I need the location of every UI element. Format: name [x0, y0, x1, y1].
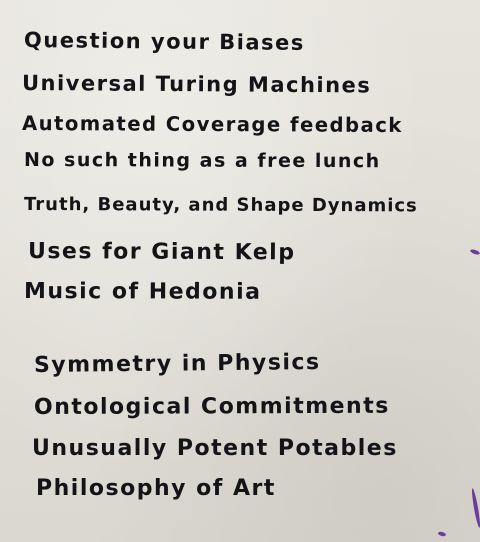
purple-marker-dot [438, 531, 447, 537]
purple-marker-dot [470, 248, 480, 255]
note-line-truth-beauty-shape-dynamics: Truth, Beauty, and Shape Dynamics [23, 194, 418, 217]
note-line-symmetry-in-physics: Symmetry in Physics [33, 349, 321, 378]
note-line-universal-turing-machines: Universal Turing Machines [21, 71, 372, 98]
note-line-question-your-biases: Question your Biases [23, 28, 305, 55]
note-line-automated-coverage-feedback: Automated Coverage feedback [21, 111, 403, 137]
note-line-unusually-potent-potables: Unusually Potent Potables [32, 436, 398, 461]
note-line-uses-for-giant-kelp: Uses for Giant Kelp [27, 239, 296, 266]
note-line-ontological-commitments: Ontological Commitments [33, 393, 390, 420]
note-line-music-of-hedonia: Music of Hedonia [23, 279, 262, 305]
purple-marker-stroke [471, 488, 480, 528]
note-line-no-such-thing-as-a-free-lunch: No such thing as a free lunch [23, 149, 381, 173]
note-line-philosophy-of-art: Philosophy of Art [36, 476, 276, 501]
